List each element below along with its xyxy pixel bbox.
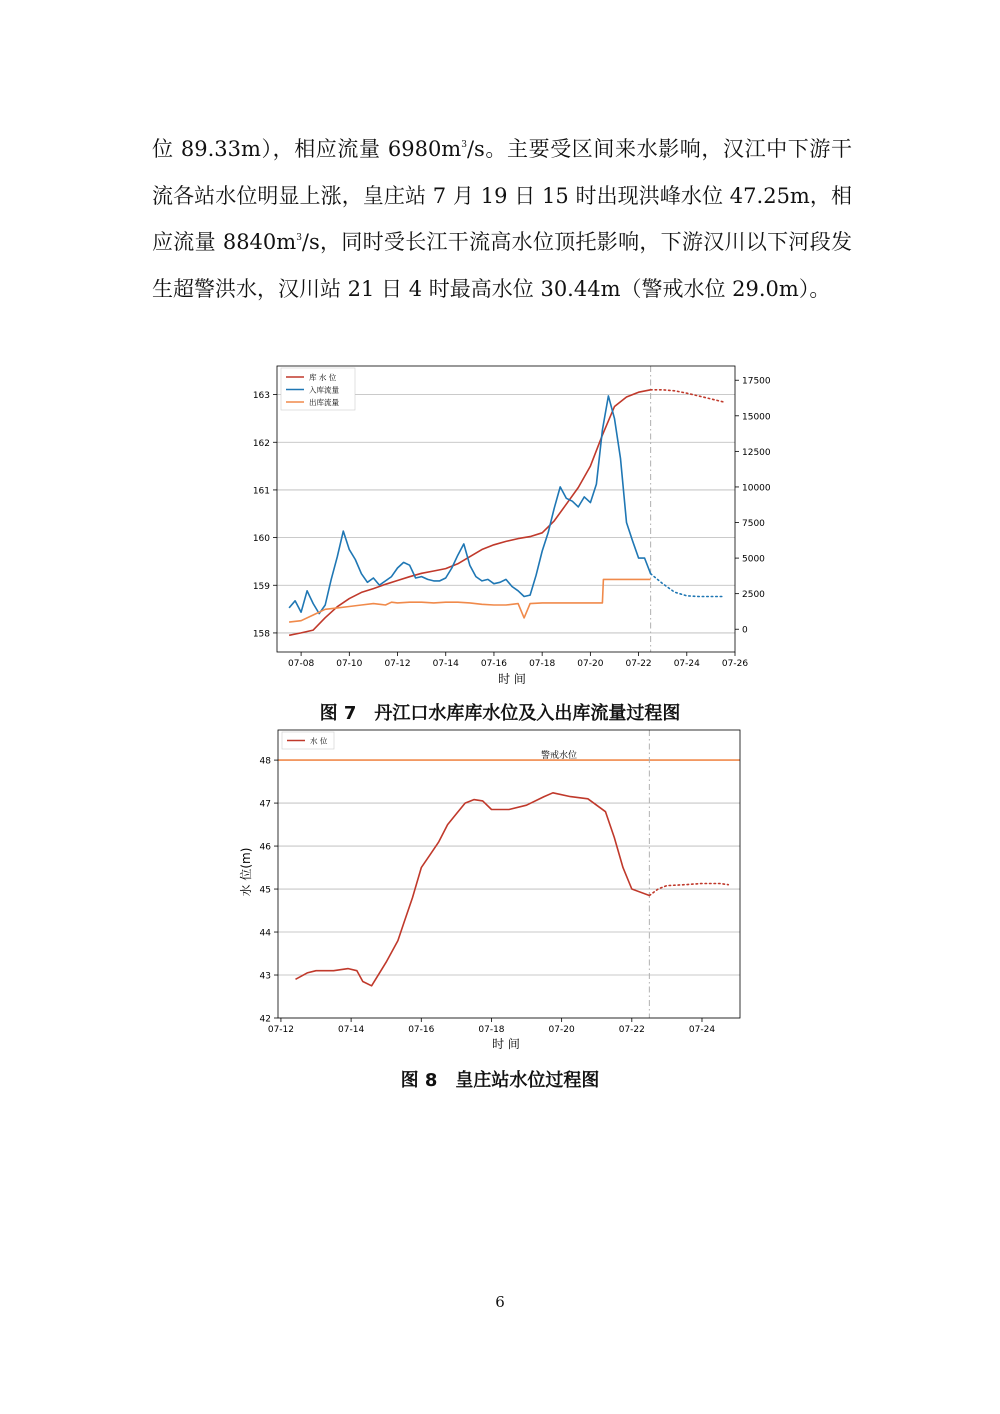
legend xyxy=(281,368,355,410)
y-tick-label: 44 xyxy=(259,928,271,939)
y-tick-label-left: 160 xyxy=(252,534,270,545)
x-tick-label: 07-14 xyxy=(338,1025,365,1035)
figure8-caption: 图 8 皇庄站水位过程图 xyxy=(400,1070,600,1091)
x-tick-label: 07-10 xyxy=(336,659,363,669)
body-text-part: /s。主要受区间来水影响，汉江中下游干流各站水位明显上涨，皇庄站 7 月 19 日 15 时出现洪峰水位 47.25m，相应流量 8840m xyxy=(152,137,852,254)
y-tick-label-right: 2500 xyxy=(742,590,765,601)
x-tick-label: 07-20 xyxy=(548,1025,575,1035)
legend-label: 入库流量 xyxy=(309,385,339,395)
y-tick-label-right: 5000 xyxy=(742,554,765,565)
series-line xyxy=(289,390,650,636)
y-tick-label: 42 xyxy=(259,1014,271,1025)
legend-label: 库 水 位 xyxy=(309,373,337,382)
y-tick-label-left: 161 xyxy=(252,486,270,497)
series-line xyxy=(289,579,650,622)
figure8-svg xyxy=(230,726,770,1056)
y-tick-label-right: 15000 xyxy=(742,412,770,423)
y-tick-label-left: 158 xyxy=(252,629,270,640)
body-text-part: /s，同时受长江干流高水位顶托影响，下游汉川以下河段发生超警洪水，汉川站 21 日 4 时最高水位 30.44m（警戒水位 29.0m）。 xyxy=(152,230,852,301)
y-tick-label-left: 159 xyxy=(252,581,270,592)
y-tick-label-left: 163 xyxy=(252,391,270,402)
y-tick-label-right: 7500 xyxy=(742,519,765,530)
series-line xyxy=(649,884,728,896)
page-number: 6 xyxy=(495,1293,505,1311)
y-tick-label-right: 10000 xyxy=(742,483,770,494)
body-text-part: 位 89.33m），相应流量 6980m xyxy=(152,137,462,161)
x-tick-label: 07-18 xyxy=(529,659,556,669)
y-tick-label-right: 0 xyxy=(742,625,748,636)
x-tick-label: 07-16 xyxy=(408,1025,435,1035)
y-tick-label: 45 xyxy=(259,885,271,896)
superscript: 3 xyxy=(461,140,467,150)
x-tick-label: 07-12 xyxy=(384,659,411,669)
x-tick-label: 07-16 xyxy=(480,659,508,669)
x-tick-label: 07-14 xyxy=(432,659,459,669)
series-line xyxy=(651,390,723,402)
y-tick-label-right: 17500 xyxy=(742,376,770,387)
legend xyxy=(282,732,334,749)
legend-label: 水 位 xyxy=(310,736,328,746)
figure7-chart xyxy=(230,362,770,696)
x-tick-label: 07-26 xyxy=(721,659,749,669)
x-tick-label: 07-24 xyxy=(673,659,700,669)
y-tick-label: 47 xyxy=(259,799,271,810)
superscript: 3 xyxy=(296,233,302,243)
x-tick-label: 07-12 xyxy=(267,1025,295,1035)
x-axis-label: 时 间 xyxy=(498,672,526,686)
x-tick-label: 07-20 xyxy=(577,659,604,669)
y-tick-label-right: 12500 xyxy=(742,447,770,458)
y-axis-label: 水 位(m) xyxy=(239,847,253,897)
warning-level-label: 警戒水位 xyxy=(540,751,578,762)
y-tick-label: 48 xyxy=(259,756,271,767)
series-line xyxy=(289,396,650,614)
x-tick-label: 07-22 xyxy=(625,659,652,669)
x-tick-label: 07-24 xyxy=(688,1025,716,1035)
figure8-chart xyxy=(230,726,770,1060)
y-tick-label: 43 xyxy=(259,971,271,982)
x-axis-label: 时 间 xyxy=(492,1037,520,1051)
figure7-caption: 图 7 丹江口水库库水位及入出库流量过程图 xyxy=(319,703,681,724)
y-tick-label-left: 162 xyxy=(252,438,270,449)
x-tick-label: 07-18 xyxy=(478,1025,505,1035)
x-tick-label: 07-22 xyxy=(618,1025,645,1035)
legend-label: 出库流量 xyxy=(309,398,339,407)
body-paragraph xyxy=(152,126,852,312)
x-tick-label: 07-08 xyxy=(288,659,315,669)
figure7-svg xyxy=(230,362,770,692)
y-tick-label: 46 xyxy=(259,842,271,853)
